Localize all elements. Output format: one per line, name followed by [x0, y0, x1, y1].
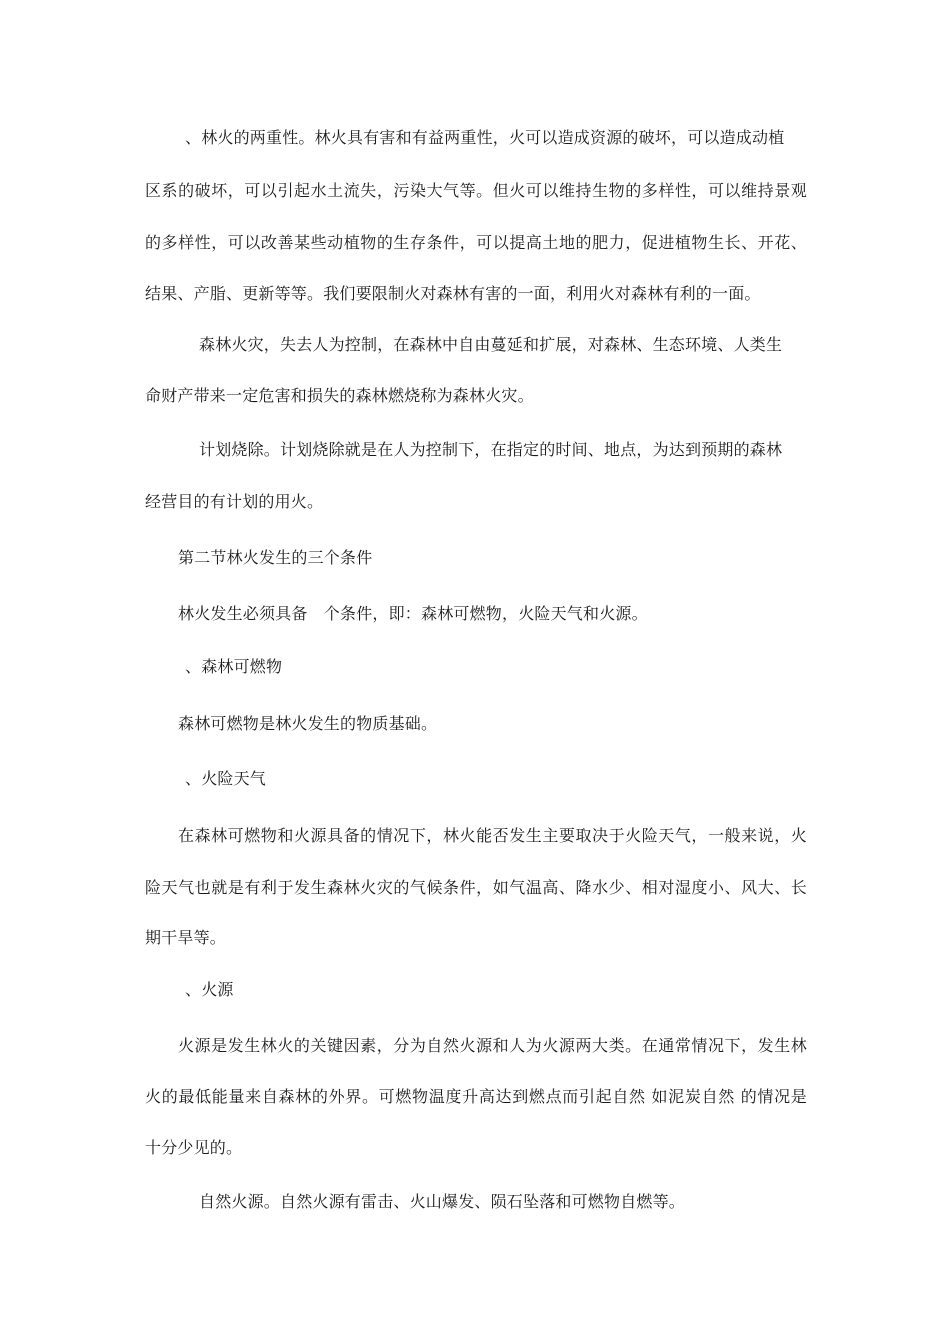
paragraph-4: 林火发生必须具备 个条件，即：森林可燃物，火险天气和火源。: [178, 604, 648, 623]
paragraph-1-line-3: 的多样性，可以改善某些动植物的生存条件，可以提高土地的肥力，促进植物生长、开花、: [145, 233, 807, 252]
paragraph-1-line-4: 结果、产脂、更新等等。我们要限制火对森林有害的一面，利用火对森林有利的一面。: [145, 284, 761, 303]
paragraph-6-line-2: 险天气也就是有利于发生森林火灾的气候条件，如气温高、降水少、相对湿度小、风大、长: [145, 878, 807, 897]
paragraph-3-line-2: 经营目的有计划的用火。: [145, 492, 324, 511]
subheading-fire-source: 、火源: [185, 980, 234, 999]
paragraph-2-line-1: 森林火灾，失去人为控制，在森林中自由蔓延和扩展，对森林、生态环境、人类生: [199, 335, 783, 354]
paragraph-1-line-1: 、林火的两重性。林火具有害和有益两重性，火可以造成资源的破坏，可以造成动植: [185, 128, 785, 147]
subheading-fire-weather: 、火险天气: [185, 769, 267, 788]
paragraph-7-line-1: 火源是发生林火的关键因素，分为自然火源和人为火源两大类。在通常情况下，发生林: [178, 1036, 807, 1055]
paragraph-7-line-3: 十分少见的。: [145, 1138, 243, 1157]
paragraph-2-line-2: 命财产带来一定危害和损失的森林燃烧称为森林火灾。: [145, 386, 534, 405]
section-heading: 第二节林火发生的三个条件: [178, 548, 373, 567]
paragraph-3-line-1: 计划烧除。计划烧除就是在人为控制下，在指定的时间、地点，为达到预期的森林: [199, 440, 783, 459]
paragraph-1-line-2: 区系的破坏，可以引起水土流失，污染大气等。但火可以维持生物的多样性，可以维持景观: [145, 181, 807, 200]
paragraph-6-line-3: 期干旱等。: [145, 928, 227, 947]
paragraph-7-line-2: 火的最低能量来自森林的外界。可燃物温度升高达到燃点而引起自然 如泥炭自然 的情况是: [145, 1087, 807, 1106]
paragraph-6-line-1: 在森林可燃物和火源具备的情况下，林火能否发生主要取决于火险天气，一般来说，火: [178, 826, 807, 845]
subheading-fuel: 、森林可燃物: [185, 657, 283, 676]
paragraph-8: 自然火源。自然火源有雷击、火山爆发、陨石坠落和可燃物自燃等。: [199, 1192, 686, 1211]
paragraph-5: 森林可燃物是林火发生的物质基础。: [178, 714, 438, 733]
